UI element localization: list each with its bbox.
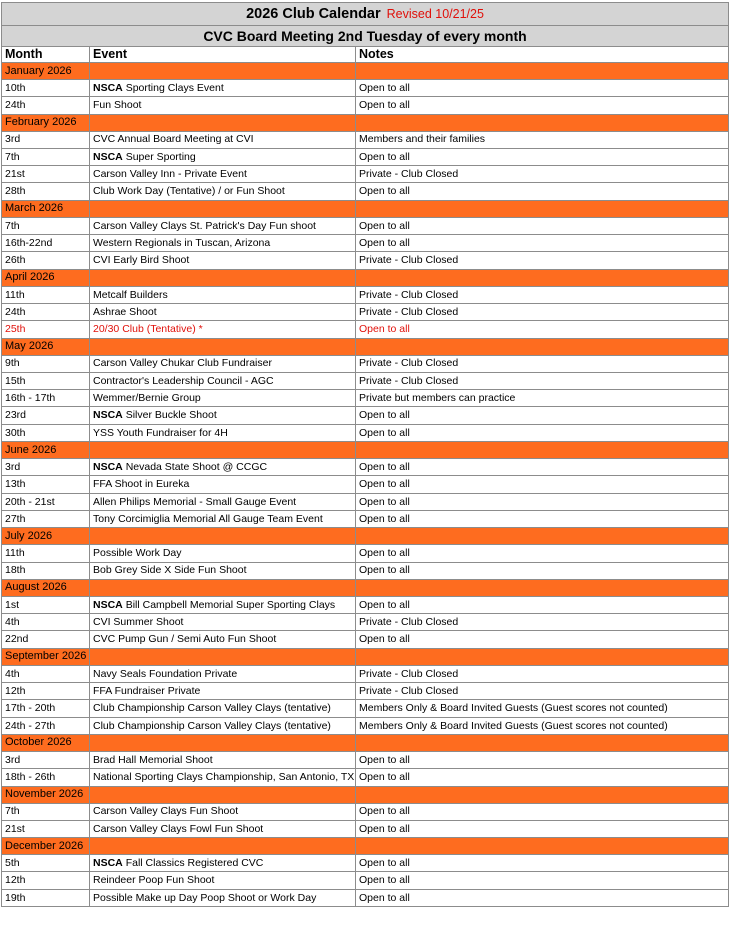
event-notes: Open to all (356, 217, 729, 234)
event-name: Club Championship Carson Valley Clays (tentative) (93, 702, 331, 715)
event-notes: Open to all (356, 235, 729, 252)
event-date: 16th - 17th (2, 390, 90, 407)
event-name-cell (90, 510, 356, 527)
event-name-cell (90, 166, 356, 183)
month-event-blank (90, 200, 356, 217)
month-notes-blank (356, 338, 729, 355)
event-notes: Open to all (356, 562, 729, 579)
event-name: Silver Buckle Shoot (125, 409, 217, 422)
event-date: 5th (2, 855, 90, 872)
event-notes: Open to all (356, 321, 729, 338)
event-notes: Private - Club Closed (356, 372, 729, 389)
event-row (2, 614, 729, 631)
event-name-cell (90, 355, 356, 372)
event-date: 4th (2, 614, 90, 631)
month-label: August 2026 (2, 579, 90, 596)
month-notes-blank (356, 648, 729, 665)
event-name: Possible Work Day (93, 547, 182, 560)
event-name-cell (90, 97, 356, 114)
revised-date: Revised 10/21/25 (386, 6, 484, 21)
event-date: 21st (2, 820, 90, 837)
event-notes: Open to all (356, 493, 729, 510)
event-name: Western Regionals in Tuscan, Arizona (93, 236, 271, 249)
month-row (2, 648, 729, 665)
event-name: Club Work Day (Tentative) / or Fun Shoot (93, 185, 285, 198)
event-name-cell (90, 872, 356, 889)
event-row (2, 631, 729, 648)
event-name-cell (90, 321, 356, 338)
month-notes-blank (356, 838, 729, 855)
event-name: CVC Annual Board Meeting at CVI (93, 133, 254, 146)
event-notes: Members and their families (356, 131, 729, 148)
event-date: 3rd (2, 751, 90, 768)
event-notes: Open to all (356, 97, 729, 114)
event-name: Allen Philips Memorial - Small Gauge Event (93, 495, 297, 508)
month-event-blank (90, 786, 356, 803)
event-row (2, 803, 729, 820)
month-row (2, 786, 729, 803)
month-event-blank (90, 114, 356, 131)
event-date: 25th (2, 321, 90, 338)
event-name: Possible Make up Day Poop Shoot or Work Day (93, 891, 317, 904)
event-name: Bob Grey Side X Side Fun Shoot (93, 564, 247, 577)
event-name-cell (90, 631, 356, 648)
event-notes: Members Only & Board Invited Guests (Guest scores not counted) (356, 700, 729, 717)
event-name: CVI Summer Shoot (93, 616, 184, 629)
month-label: April 2026 (2, 269, 90, 286)
event-name: Carson Valley Clays Fun Shoot (93, 805, 239, 818)
month-notes-blank (356, 114, 729, 131)
event-date: 24th (2, 97, 90, 114)
event-row (2, 683, 729, 700)
event-row (2, 717, 729, 734)
month-event-blank (90, 269, 356, 286)
event-date: 13th (2, 476, 90, 493)
event-notes: Open to all (356, 751, 729, 768)
event-name: CVC Pump Gun / Semi Auto Fun Shoot (93, 633, 277, 646)
header-row (2, 47, 729, 63)
month-event-blank (90, 442, 356, 459)
event-name: Reindeer Poop Fun Shoot (93, 874, 215, 887)
month-label: May 2026 (2, 338, 90, 355)
month-notes-blank (356, 786, 729, 803)
event-notes: Private - Club Closed (356, 286, 729, 303)
month-notes-blank (356, 63, 729, 80)
event-row (2, 751, 729, 768)
event-name: National Sporting Clays Championship, San Antonio, TX (93, 771, 355, 784)
event-name-cell (90, 545, 356, 562)
event-name-cell (90, 683, 356, 700)
event-notes: Private - Club Closed (356, 683, 729, 700)
event-notes: Private - Club Closed (356, 614, 729, 631)
event-row (2, 390, 729, 407)
event-name: Nevada State Shoot @ CCGC (125, 460, 268, 473)
event-date: 30th (2, 424, 90, 441)
month-row (2, 114, 729, 131)
event-row (2, 217, 729, 234)
event-row (2, 321, 729, 338)
event-row (2, 700, 729, 717)
month-event-blank (90, 838, 356, 855)
event-notes: Open to all (356, 631, 729, 648)
event-row (2, 166, 729, 183)
month-notes-blank (356, 734, 729, 751)
event-name-cell (90, 614, 356, 631)
event-row (2, 372, 729, 389)
month-event-blank (90, 528, 356, 545)
month-event-blank (90, 579, 356, 596)
event-name: YSS Youth Fundraiser for 4H (93, 426, 228, 439)
event-row (2, 424, 729, 441)
event-name: Navy Seals Foundation Private (93, 667, 238, 680)
event-date: 24th (2, 303, 90, 320)
event-name: Metcalf Builders (93, 288, 168, 301)
event-notes: Private - Club Closed (356, 166, 729, 183)
event-date: 7th (2, 803, 90, 820)
month-label: October 2026 (2, 734, 90, 751)
subtitle-row (2, 26, 729, 47)
event-date: 3rd (2, 459, 90, 476)
month-notes-blank (356, 200, 729, 217)
month-label: September 2026 (2, 648, 90, 665)
month-label: February 2026 (2, 114, 90, 131)
event-notes: Open to all (356, 872, 729, 889)
event-name: Wemmer/Bernie Group (93, 392, 201, 405)
event-name-cell (90, 235, 356, 252)
event-notes: Private - Club Closed (356, 252, 729, 269)
event-row (2, 493, 729, 510)
event-row (2, 820, 729, 837)
event-date: 28th (2, 183, 90, 200)
event-name: Super Sporting (125, 150, 196, 163)
month-row (2, 200, 729, 217)
event-name-cell (90, 148, 356, 165)
event-date: 22nd (2, 631, 90, 648)
month-event-blank (90, 63, 356, 80)
event-date: 18th (2, 562, 90, 579)
month-notes-blank (356, 442, 729, 459)
event-date: 15th (2, 372, 90, 389)
event-date: 18th - 26th (2, 769, 90, 786)
calendar-body (2, 3, 729, 907)
event-notes: Open to all (356, 148, 729, 165)
event-name: Club Championship Carson Valley Clays (tentative) (93, 719, 331, 732)
event-name: Ashrae Shoot (93, 305, 157, 318)
month-event-blank (90, 734, 356, 751)
event-row (2, 665, 729, 682)
event-name: Carson Valley Inn - Private Event (93, 168, 247, 181)
event-name: Contractor's Leadership Council - AGC (93, 374, 274, 387)
event-row (2, 407, 729, 424)
month-row (2, 734, 729, 751)
event-row (2, 286, 729, 303)
event-name: Tony Corcimiglia Memorial All Gauge Team Event (93, 512, 323, 525)
event-name-cell (90, 390, 356, 407)
event-name-cell (90, 286, 356, 303)
event-name: Brad Hall Memorial Shoot (93, 753, 213, 766)
event-row (2, 872, 729, 889)
event-date: 24th - 27th (2, 717, 90, 734)
month-row (2, 269, 729, 286)
event-name-cell (90, 459, 356, 476)
month-notes-blank (356, 579, 729, 596)
event-name-cell (90, 700, 356, 717)
event-notes: Open to all (356, 769, 729, 786)
event-name-cell (90, 424, 356, 441)
event-notes: Private - Club Closed (356, 665, 729, 682)
event-name-cell (90, 717, 356, 734)
event-notes: Open to all (356, 889, 729, 906)
event-notes: Private - Club Closed (356, 355, 729, 372)
event-row (2, 148, 729, 165)
event-name: Carson Valley Clays Fowl Fun Shoot (93, 822, 264, 835)
nsca-label: NSCA (93, 460, 123, 473)
event-name: Fall Classics Registered CVC (125, 856, 264, 869)
event-date: 27th (2, 510, 90, 527)
event-name: CVI Early Bird Shoot (93, 254, 190, 267)
event-notes: Open to all (356, 407, 729, 424)
month-row (2, 579, 729, 596)
event-row (2, 562, 729, 579)
event-name: Sporting Clays Event (125, 81, 224, 94)
month-event-blank (90, 648, 356, 665)
event-name-cell (90, 889, 356, 906)
nsca-label: NSCA (93, 150, 123, 163)
event-name-cell (90, 855, 356, 872)
event-row (2, 510, 729, 527)
event-row (2, 889, 729, 906)
header-notes: Notes (356, 47, 729, 63)
event-date: 20th - 21st (2, 493, 90, 510)
event-name: Fun Shoot (93, 99, 142, 112)
event-notes: Open to all (356, 820, 729, 837)
event-date: 1st (2, 596, 90, 613)
month-label: June 2026 (2, 442, 90, 459)
event-date: 9th (2, 355, 90, 372)
event-date: 12th (2, 872, 90, 889)
nsca-label: NSCA (93, 856, 123, 869)
event-notes: Private but members can practice (356, 390, 729, 407)
event-row (2, 80, 729, 97)
month-row (2, 838, 729, 855)
event-date: 11th (2, 545, 90, 562)
event-row (2, 183, 729, 200)
event-notes: Open to all (356, 476, 729, 493)
event-date: 10th (2, 80, 90, 97)
event-date: 3rd (2, 131, 90, 148)
event-row (2, 303, 729, 320)
event-name: Carson Valley Chukar Club Fundraiser (93, 357, 272, 370)
month-event-blank (90, 338, 356, 355)
event-notes: Open to all (356, 596, 729, 613)
title-row (2, 3, 729, 26)
event-name-cell (90, 372, 356, 389)
calendar-table (1, 2, 729, 907)
event-name-cell (90, 596, 356, 613)
event-name-cell (90, 131, 356, 148)
event-name-cell (90, 217, 356, 234)
event-date: 21st (2, 166, 90, 183)
event-name: FFA Fundraiser Private (93, 684, 201, 697)
event-name-cell (90, 493, 356, 510)
event-name-cell (90, 820, 356, 837)
event-name-cell (90, 80, 356, 97)
event-notes: Private - Club Closed (356, 303, 729, 320)
event-name-cell (90, 303, 356, 320)
event-notes: Open to all (356, 545, 729, 562)
event-name: FFA Shoot in Eureka (93, 478, 190, 491)
month-row (2, 63, 729, 80)
event-name-cell (90, 183, 356, 200)
month-row (2, 338, 729, 355)
event-date: 23rd (2, 407, 90, 424)
month-row (2, 442, 729, 459)
event-date: 4th (2, 665, 90, 682)
month-label: March 2026 (2, 200, 90, 217)
event-notes: Open to all (356, 183, 729, 200)
event-name-cell (90, 769, 356, 786)
header-month: Month (2, 47, 90, 63)
event-date: 16th-22nd (2, 235, 90, 252)
event-row (2, 596, 729, 613)
month-label: January 2026 (2, 63, 90, 80)
nsca-label: NSCA (93, 409, 123, 422)
event-name-cell (90, 803, 356, 820)
event-row (2, 769, 729, 786)
nsca-label: NSCA (93, 81, 123, 94)
event-name-cell (90, 665, 356, 682)
event-name: Carson Valley Clays St. Patrick's Day Fun shoot (93, 219, 316, 232)
event-row (2, 855, 729, 872)
event-notes: Open to all (356, 510, 729, 527)
calendar-title: 2026 Club Calendar (246, 5, 381, 22)
event-notes: Open to all (356, 803, 729, 820)
event-row (2, 459, 729, 476)
event-notes: Open to all (356, 424, 729, 441)
event-row (2, 97, 729, 114)
event-name-cell (90, 562, 356, 579)
event-date: 19th (2, 889, 90, 906)
event-row (2, 235, 729, 252)
event-date: 7th (2, 217, 90, 234)
event-date: 26th (2, 252, 90, 269)
month-label: December 2026 (2, 838, 90, 855)
event-row (2, 252, 729, 269)
event-date: 12th (2, 683, 90, 700)
board-meeting-note: CVC Board Meeting 2nd Tuesday of every month (2, 26, 729, 47)
title-cell (2, 3, 729, 26)
month-notes-blank (356, 269, 729, 286)
event-name-cell (90, 252, 356, 269)
event-notes: Open to all (356, 855, 729, 872)
calendar-sheet (1, 2, 728, 907)
event-row (2, 131, 729, 148)
event-name: 20/30 Club (Tentative) * (93, 323, 203, 336)
event-name: Bill Campbell Memorial Super Sporting Clays (125, 598, 336, 611)
event-date: 11th (2, 286, 90, 303)
event-name-cell (90, 476, 356, 493)
event-name-cell (90, 407, 356, 424)
nsca-label: NSCA (93, 598, 123, 611)
event-notes: Members Only & Board Invited Guests (Guest scores not counted) (356, 717, 729, 734)
event-name-cell (90, 751, 356, 768)
event-row (2, 355, 729, 372)
event-row (2, 476, 729, 493)
event-date: 17th - 20th (2, 700, 90, 717)
event-row (2, 545, 729, 562)
header-event: Event (90, 47, 356, 63)
month-label: November 2026 (2, 786, 90, 803)
event-notes: Open to all (356, 80, 729, 97)
event-date: 7th (2, 148, 90, 165)
month-notes-blank (356, 528, 729, 545)
month-label: July 2026 (2, 528, 90, 545)
event-notes: Open to all (356, 459, 729, 476)
month-row (2, 528, 729, 545)
